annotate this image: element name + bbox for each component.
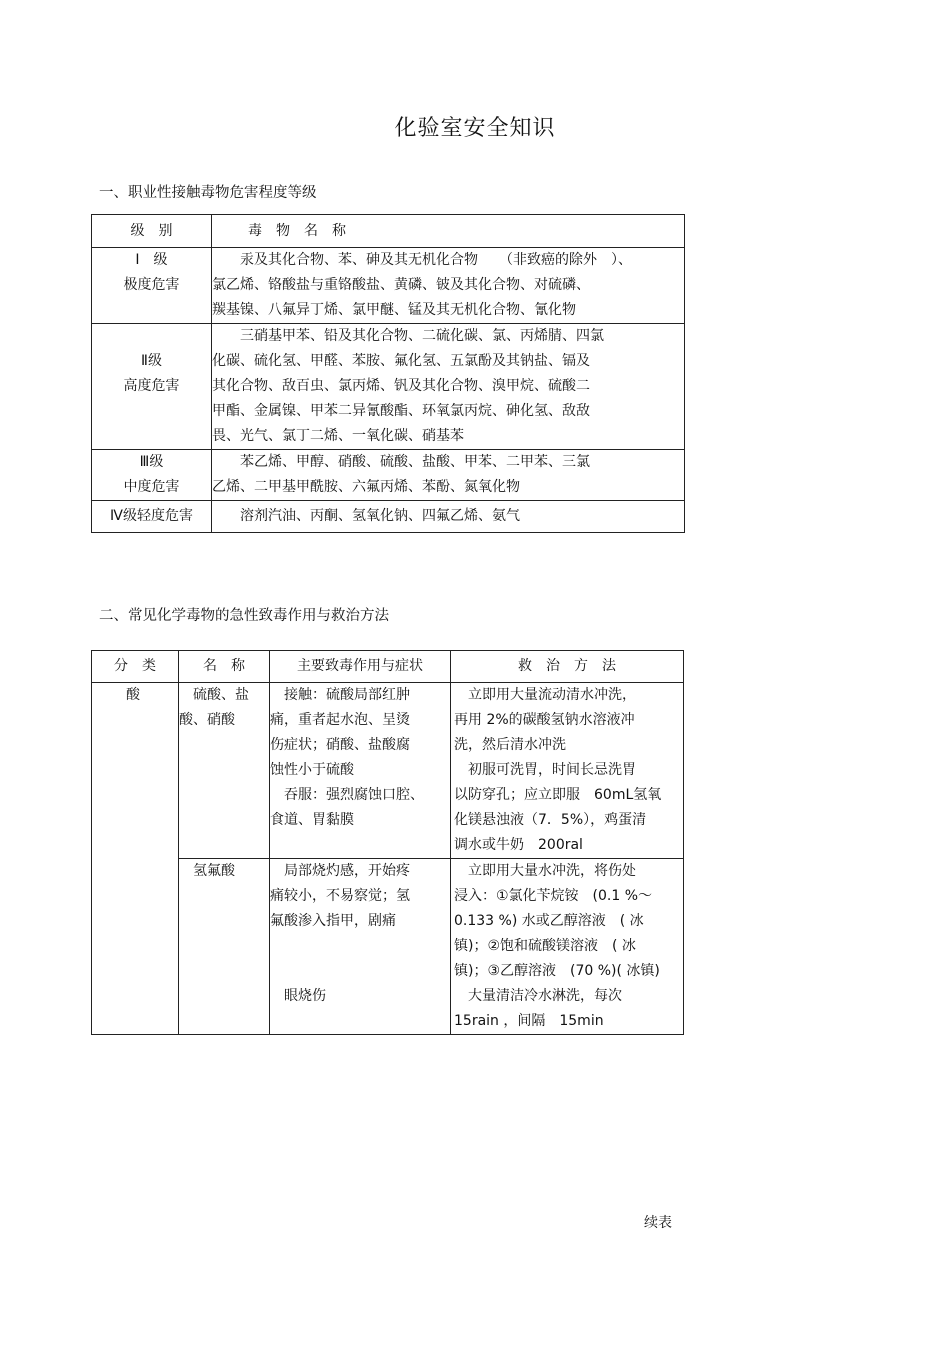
- symptom-text: 伤症状；硝酸、盐酸腐: [270, 737, 410, 753]
- symptom-text: [270, 959, 450, 984]
- page-title: 化验室安全知识: [394, 116, 556, 141]
- treatment-text: 0.133 %) 水或乙醇溶液 ( 冰: [454, 913, 644, 929]
- treatment-text: 化镁悬浊液（7．5%），鸡蛋清: [454, 812, 647, 828]
- section-heading-acute-toxicity: 二、常见化学毒物的急性致毒作用与救治方法: [99, 608, 389, 624]
- column-header-treatment: 救 治 方 法: [451, 651, 684, 683]
- substance-text: 畏、光气、氯丁二烯、一氧化碳、硝基苯: [212, 428, 464, 444]
- level-text: Ⅲ级: [139, 454, 164, 470]
- column-header-symptoms: 主要致毒作用与症状: [270, 651, 451, 683]
- level-text: Ⅰ 级: [135, 252, 168, 268]
- table-row: [92, 683, 684, 859]
- treatment-text: 洗，然后清水冲洗: [454, 737, 566, 753]
- hazard-level-cell: [92, 248, 212, 324]
- symptom-text: 痛较小，不易察觉；氢: [270, 888, 410, 904]
- table-row: [92, 501, 685, 533]
- substance-cell: [212, 324, 685, 450]
- name-text: 酸、硝酸: [179, 712, 235, 728]
- column-header-substance: 毒 物 名 称: [212, 215, 685, 248]
- treatment-text: 调水或牛奶 200ral: [454, 837, 583, 853]
- substance-text: 乙烯、二甲基甲酰胺、六氟丙烯、苯酚、氮氧化物: [212, 479, 520, 495]
- treatment-text: 立即用大量流动清水冲洗，: [454, 687, 636, 703]
- symptom-text: 氟酸渗入指甲，剧痛: [270, 913, 396, 929]
- level-text: Ⅳ级轻度危害: [110, 508, 193, 524]
- treatment-text: 再用 2%的碳酸氢钠水溶液冲: [454, 712, 635, 728]
- treatment-text: 镇)；③乙醇溶液 (70 %)( 冰镇): [454, 963, 660, 979]
- substance-text: 苯乙烯、甲醇、硝酸、硫酸、盐酸、甲苯、二甲苯、三氯: [212, 454, 590, 470]
- table-row: [92, 859, 684, 1035]
- substance-text: 三硝基甲苯、铅及其化合物、二硫化碳、氯、丙烯腈、四氯: [212, 328, 604, 344]
- level-text: 极度危害: [123, 277, 180, 293]
- substance-text: 氯乙烯、铬酸盐与重铬酸盐、黄磷、铍及其化合物、对硫磷、: [212, 277, 590, 293]
- substance-cell: [212, 248, 685, 324]
- symptom-cell: [270, 683, 451, 859]
- level-text: 中度危害: [123, 479, 180, 495]
- symptom-text: 蚀性小于硫酸: [270, 762, 354, 778]
- column-header-name: 名 称: [179, 651, 270, 683]
- table-header-row: [92, 215, 685, 248]
- substance-cell: [212, 450, 685, 501]
- substance-text: 溶剂汽油、丙酮、氢氧化钠、四氟乙烯、氨气: [212, 508, 520, 524]
- hazard-level-cell: [92, 324, 212, 450]
- table-header-row: [92, 651, 684, 683]
- column-header-category: 分 类: [92, 651, 179, 683]
- symptom-text: 接触：硫酸局部红肿: [270, 687, 410, 703]
- treatment-cell: [451, 859, 684, 1035]
- symptom-text: 吞服：强烈腐蚀口腔、: [270, 787, 424, 803]
- level-text: [92, 324, 211, 349]
- treatment-text: 浸入：①氯化苄烷铵 (0.1 %～: [454, 888, 653, 904]
- substance-text: 羰基镍、八氟异丁烯、氯甲醚、锰及其无机化合物、氰化物: [212, 302, 576, 318]
- hazard-level-table: [91, 214, 685, 533]
- symptom-cell: [270, 859, 451, 1035]
- treatment-text: 15rain ，间隔 15min: [454, 1013, 604, 1029]
- substance-text: 甲酯、金属镍、甲苯二异氰酸酯、环氧氯丙烷、砷化氢、敌敌: [212, 403, 590, 419]
- substance-text: 其化合物、敌百虫、氯丙烯、钒及其化合物、溴甲烷、硫酸二: [212, 378, 590, 394]
- symptom-text: 食道、胃黏膜: [270, 812, 354, 828]
- substance-name-cell: [179, 683, 270, 859]
- section-heading-hazard-levels: 一、职业性接触毒物危害程度等级: [99, 185, 317, 201]
- hazard-level-cell: [92, 501, 212, 533]
- treatment-text: 大量清洁冷水淋洗，每次: [454, 988, 622, 1004]
- hazard-level-cell: [92, 450, 212, 501]
- substance-text: 汞及其化合物、苯、砷及其无机化合物 （非致癌的除外 ）、: [212, 252, 632, 268]
- table-row: [92, 450, 685, 501]
- symptom-text: 眼烧伤: [270, 988, 326, 1004]
- symptom-text: 局部烧灼感，开始疼: [270, 863, 410, 879]
- treatment-text: 立即用大量水冲洗，将伤处: [454, 863, 636, 879]
- level-text: Ⅱ级: [141, 353, 162, 369]
- treatment-cell: [451, 683, 684, 859]
- column-header-level: 级 别: [92, 215, 212, 248]
- level-text: 高度危害: [123, 378, 180, 394]
- symptom-text: 痛，重者起水泡、呈烫: [270, 712, 410, 728]
- substance-text: 化碳、硫化氢、甲醛、苯胺、氟化氢、五氯酚及其钠盐、镉及: [212, 353, 590, 369]
- substance-name-cell: [179, 859, 270, 1035]
- continued-label: 续表: [644, 1215, 672, 1231]
- acute-toxicity-table: [91, 650, 684, 1035]
- name-text: 氢氟酸: [179, 863, 235, 879]
- symptom-text: [270, 934, 450, 959]
- treatment-text: 镇)；②饱和硫酸镁溶液 ( 冰: [454, 938, 636, 954]
- name-text: 硫酸、盐: [179, 687, 249, 703]
- table-row: [92, 248, 685, 324]
- table-row: [92, 324, 685, 450]
- treatment-text: 以防穿孔；应立即服 60mL氢氧: [454, 787, 662, 803]
- substance-cell: [212, 501, 685, 533]
- category-cell: 酸: [92, 683, 179, 1035]
- treatment-text: 初服可洗胃，时间长忌洗胃: [454, 762, 636, 778]
